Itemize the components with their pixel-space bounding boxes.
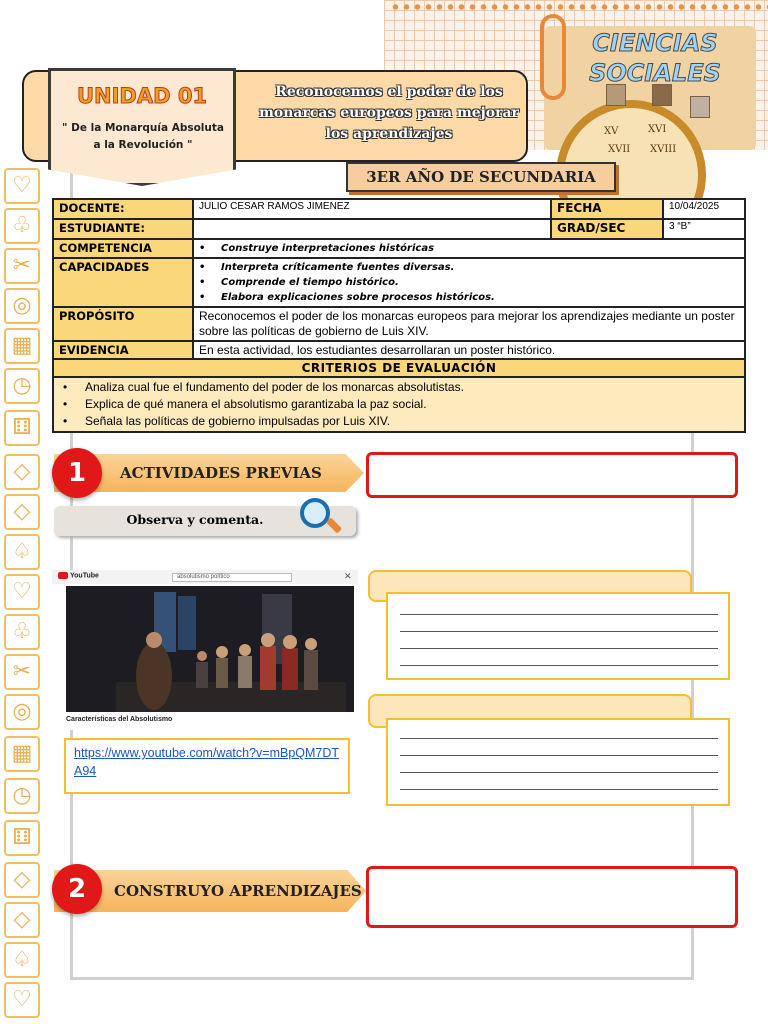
video-link[interactable]: https://www.youtube.com/watch?v=mBpQM7DTA94 — [64, 738, 350, 794]
section2-answer-box[interactable] — [366, 866, 738, 928]
answer-line — [400, 738, 718, 739]
kite-icon: ◇ — [4, 454, 40, 490]
answer-box-1[interactable] — [386, 592, 730, 680]
club-icon: ♧ — [4, 208, 40, 244]
heart-icon: ♡ — [4, 982, 40, 1018]
diamond-icon: ◇ — [4, 902, 40, 938]
answer-line — [400, 631, 718, 632]
spade-icon: ♤ — [4, 534, 40, 570]
video-screenshot[interactable] — [52, 570, 358, 730]
scissors-icon: ✂ — [4, 248, 40, 284]
video-frame[interactable] — [66, 586, 354, 712]
answer-line — [400, 789, 718, 790]
capacidad-item: • Interpreta críticamente fuentes diversas. — [199, 260, 739, 275]
video-caption: Características del Absolutismo — [66, 716, 173, 723]
proposito-label: PROPÓSITO — [53, 307, 193, 341]
session-info-table — [52, 198, 746, 433]
answer-line — [400, 755, 718, 756]
answer-line — [400, 614, 718, 615]
heart-icon: ♡ — [4, 574, 40, 610]
answer-line — [400, 665, 718, 666]
docente-label: DOCENTE: — [53, 199, 193, 219]
evidencia-label: EVIDENCIA — [53, 341, 193, 359]
glasses-icon: ◎ — [4, 694, 40, 730]
estudiante-label: ESTUDIANTE: — [53, 219, 193, 239]
grade-label: 3ER AÑO DE SECUNDARIA — [346, 162, 616, 192]
evidencia-value: En esta actividad, los estudiantes desarrollaran un poster histórico. — [193, 341, 745, 359]
scissors-icon: ✂ — [4, 654, 40, 690]
estudiante-field[interactable] — [193, 219, 551, 239]
clock-numeral: XVIII — [650, 144, 677, 155]
section1-answer-box[interactable] — [366, 452, 738, 498]
criterio-item: • Explica de qué manera el absolutismo garantizaba la paz social. — [59, 396, 739, 413]
section2-number: 2 — [52, 864, 102, 914]
session-title: Reconocemos el poder de los monarcas europeos para mejorar los aprendizajes — [259, 84, 519, 142]
criterios-header: CRITERIOS DE EVALUACIÓN — [53, 359, 745, 377]
competencia-item: • Construye interpretaciones históricas — [199, 241, 739, 256]
unit-subtitle: " De la Monarquía Absoluta a la Revolución " — [62, 122, 224, 151]
subject-title-line1: CIENCIAS — [592, 29, 718, 57]
watch-icon: ◷ — [4, 778, 40, 814]
section1-number: 1 — [52, 448, 102, 498]
notebook-spiral — [390, 2, 768, 12]
capacidad-item: • Comprende el tiempo histórico. — [199, 275, 739, 290]
fecha-value[interactable]: 10/04/2025 — [663, 199, 745, 219]
watch-icon: ◷ — [4, 368, 40, 404]
club-icon: ♧ — [4, 614, 40, 650]
close-icon: ✕ — [344, 571, 352, 581]
monument-image — [690, 96, 710, 118]
subject-title — [560, 28, 750, 88]
dice-icon: ⚅ — [4, 820, 40, 856]
fecha-label: FECHA — [551, 199, 663, 219]
proposito-value: Reconocemos el poder de los monarcas europeos para mejorar los aprendizajes mediante un poster sobre las políticas de gobierno de Luis XIV. — [193, 307, 745, 341]
unit-title: UNIDAD 01 — [76, 84, 208, 108]
section1-title: ACTIVIDADES PREVIAS — [120, 464, 322, 482]
calculator-icon: ▦ — [4, 328, 40, 364]
clock-numeral: XVII — [608, 144, 631, 155]
clock-numeral: XVI — [648, 124, 667, 135]
gradsec-label: GRAD/SEC — [551, 219, 663, 239]
criterios-list — [53, 377, 745, 432]
diamond-icon: ◇ — [4, 494, 40, 530]
observe-label: Observa y comenta. — [54, 506, 356, 536]
clock-numeral: XV — [604, 126, 619, 137]
subject-title-line2: SOCIALES — [589, 59, 721, 87]
youtube-logo: YouTube — [58, 572, 99, 579]
answer-line — [400, 648, 718, 649]
answer-line — [400, 772, 718, 773]
dice-icon: ⚅ — [4, 410, 40, 446]
competencia-value — [193, 239, 745, 258]
decorative-border — [0, 68, 44, 1024]
section2-title: CONSTRUYO APRENDIZAJES — [114, 882, 362, 900]
gradsec-value[interactable]: 3 “B” — [663, 219, 745, 239]
youtube-header — [52, 570, 358, 584]
glasses-icon: ◎ — [4, 288, 40, 324]
criterio-item: • Señala las políticas de gobierno impulsadas por Luis XIV. — [59, 413, 739, 430]
spade-icon: ♤ — [4, 942, 40, 978]
youtube-search: absolutismo político — [172, 573, 292, 582]
kite-icon: ◇ — [4, 862, 40, 898]
criterio-item: • Analiza cual fue el fundamento del poder de los monarcas absolutistas. — [59, 379, 739, 396]
heart-icon: ♡ — [4, 168, 40, 204]
magnifier-icon — [300, 498, 330, 528]
capacidades-list — [193, 258, 745, 307]
competencia-label: COMPETENCIA — [53, 239, 193, 258]
capacidad-item: • Elabora explicaciones sobre procesos históricos. — [199, 290, 739, 305]
docente-value[interactable]: JULIO CESAR RAMOS JIMENEZ — [193, 199, 551, 219]
calculator-icon: ▦ — [4, 736, 40, 772]
capacidades-label: CAPACIDADES — [53, 258, 193, 307]
answer-box-2[interactable] — [386, 718, 730, 806]
